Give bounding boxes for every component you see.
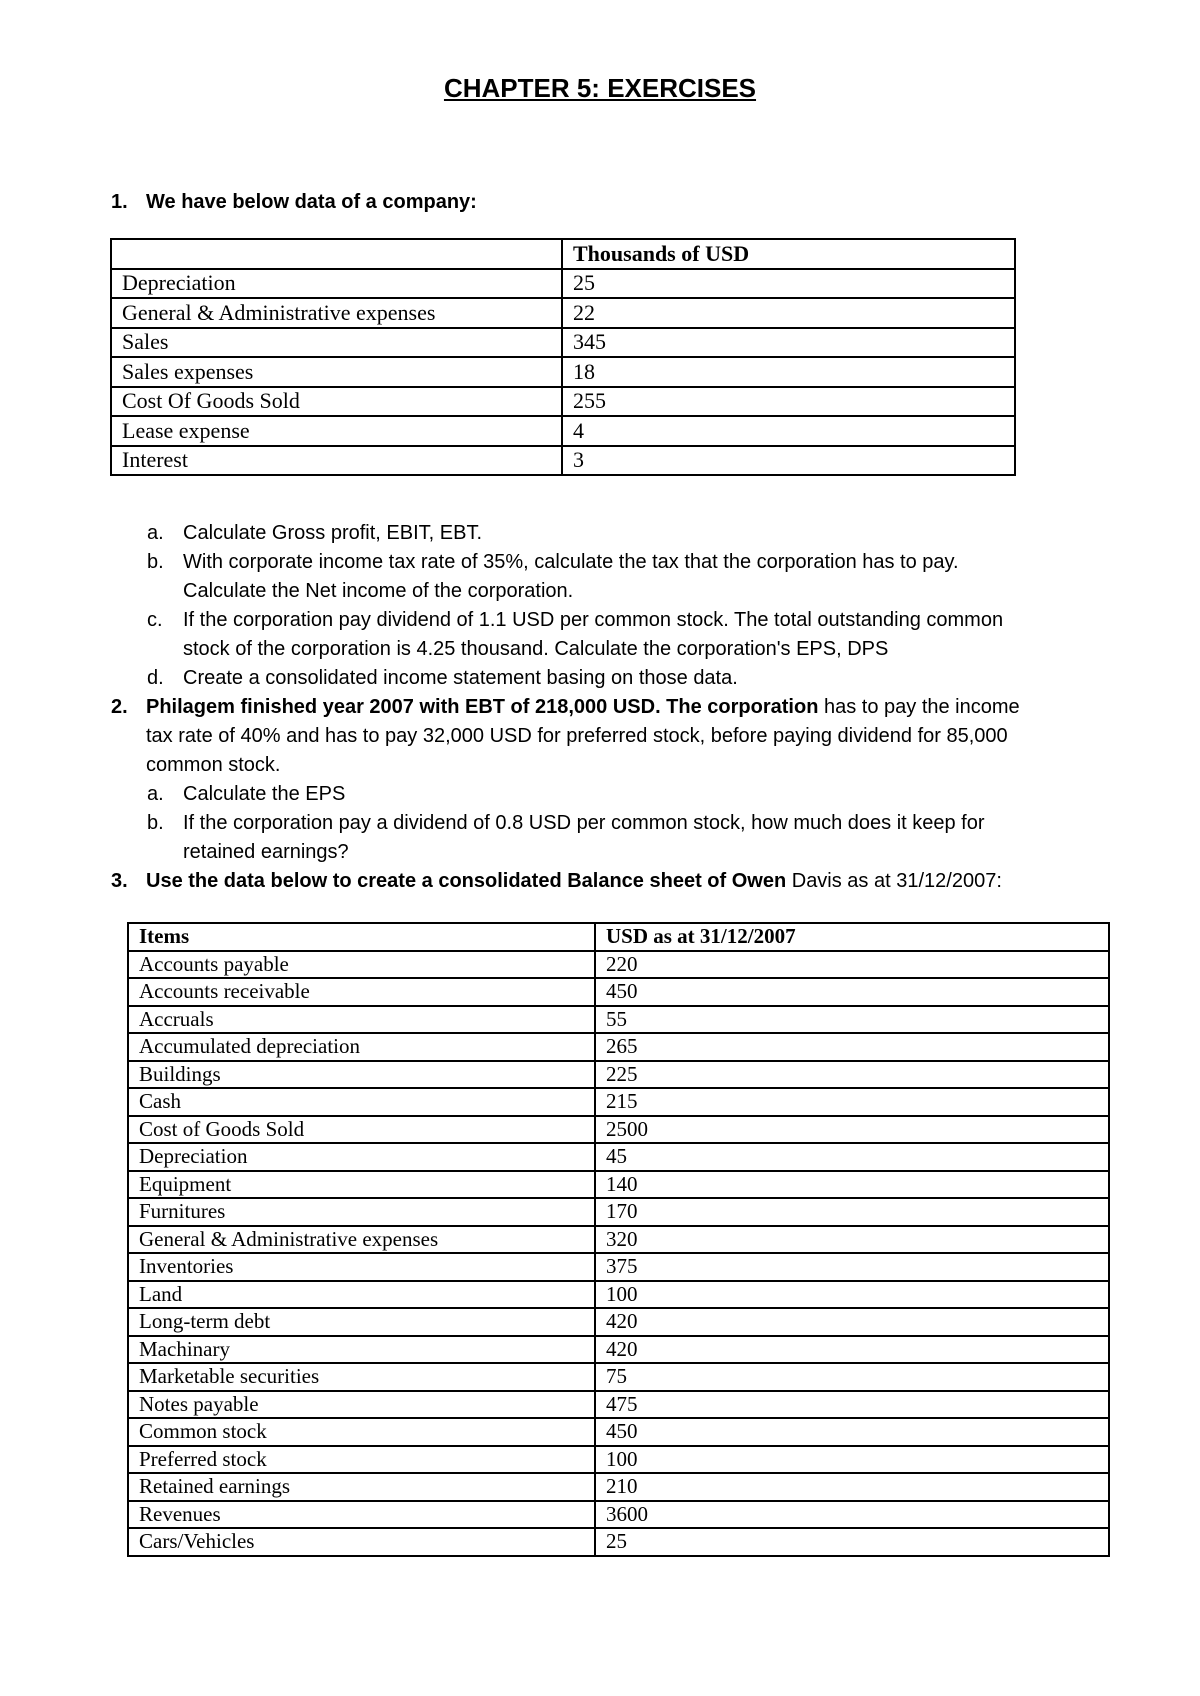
table-cell: Retained earnings [128, 1473, 595, 1501]
table-cell: Accounts payable [128, 951, 595, 979]
table-cell: 320 [595, 1226, 1109, 1254]
table-row [128, 1418, 1109, 1446]
table-row [128, 951, 1109, 979]
table-cell: 140 [595, 1171, 1109, 1199]
table-cell: 215 [595, 1088, 1109, 1116]
item-text: If the corporation pay dividend of 1.1 USD per common stock. The total outstanding common [183, 609, 1004, 631]
table-cell: 3600 [595, 1501, 1109, 1529]
table-cell: 22 [562, 298, 1015, 328]
table-row [128, 1281, 1109, 1309]
table-cell: Preferred stock [128, 1446, 595, 1474]
table-cell: 420 [595, 1308, 1109, 1336]
table-cell: Furnitures [128, 1198, 595, 1226]
table-row [128, 1501, 1109, 1529]
table-cell: 170 [595, 1198, 1109, 1226]
table-cell: Depreciation [111, 269, 562, 299]
table-header-cell: Thousands of USD [562, 239, 1015, 269]
table-cell: Sales expenses [111, 357, 562, 387]
table-cell: Notes payable [128, 1391, 595, 1419]
table-cell: Machinary [128, 1336, 595, 1364]
table-cell: 45 [595, 1143, 1109, 1171]
question-1 [111, 188, 1111, 218]
table-cell: 265 [595, 1033, 1109, 1061]
item-text: Create a consolidated income statement basing on those data. [183, 667, 738, 689]
table-cell: Accounts receivable [128, 978, 595, 1006]
company-data-table [110, 238, 1016, 476]
table-cell: Interest [111, 446, 562, 476]
table-row [128, 1143, 1109, 1171]
item-label: c. [147, 609, 163, 631]
table-cell: 100 [595, 1446, 1109, 1474]
table-row [128, 1473, 1109, 1501]
table-cell: Revenues [128, 1501, 595, 1529]
table-cell: Land [128, 1281, 595, 1309]
table-cell: Common stock [128, 1418, 595, 1446]
table-row [111, 328, 1015, 358]
question-1-number: 1. [111, 191, 128, 213]
table-cell: General & Administrative expenses [111, 298, 562, 328]
table-cell: 475 [595, 1391, 1109, 1419]
question-2-text: tax rate of 40% and has to pay 32,000 USD for preferred stock, before paying dividend for 85,000 [146, 725, 1008, 747]
table-header-row [128, 923, 1109, 951]
table-row [128, 1171, 1109, 1199]
table-row [128, 1336, 1109, 1364]
table-cell: Equipment [128, 1171, 595, 1199]
question-2-bold-text: Philagem finished year 2007 with EBT of 218,000 USD. The corporation [146, 696, 819, 718]
table-row [128, 1253, 1109, 1281]
table-cell: 345 [562, 328, 1015, 358]
table-row [128, 1226, 1109, 1254]
table-header-row [111, 239, 1015, 269]
item-label: b. [147, 812, 164, 834]
table-cell: Accumulated depreciation [128, 1033, 595, 1061]
table-header-cell: USD as at 31/12/2007 [595, 923, 1109, 951]
item-text: Calculate the Net income of the corporation. [183, 580, 574, 602]
table-cell: 375 [595, 1253, 1109, 1281]
table-cell: 100 [595, 1281, 1109, 1309]
table-row [128, 1006, 1109, 1034]
item-text: Calculate Gross profit, EBIT, EBT. [183, 522, 482, 544]
question-2-text: has to pay the income [818, 696, 1020, 718]
table-row [128, 1033, 1109, 1061]
item-label: a. [147, 783, 164, 805]
table-cell: Accruals [128, 1006, 595, 1034]
table-row [128, 1391, 1109, 1419]
table-cell: 55 [595, 1006, 1109, 1034]
item-text: retained earnings? [183, 841, 349, 863]
table-row [128, 1528, 1109, 1556]
table-cell: 255 [562, 387, 1015, 417]
table-cell: 25 [595, 1528, 1109, 1556]
item-text: Calculate the EPS [183, 783, 346, 805]
table-cell: 75 [595, 1363, 1109, 1391]
table-cell: Long-term debt [128, 1308, 595, 1336]
table-cell: 4 [562, 416, 1015, 446]
table-row [111, 357, 1015, 387]
table-cell: Sales [111, 328, 562, 358]
table-cell: Lease expense [111, 416, 562, 446]
item-label: b. [147, 551, 164, 573]
item-label: a. [147, 522, 164, 544]
table-row [128, 1308, 1109, 1336]
question-3-text-line [146, 867, 1146, 896]
table-cell: 210 [595, 1473, 1109, 1501]
table-cell: Depreciation [128, 1143, 595, 1171]
question-1-text: We have below data of a company: [146, 191, 477, 213]
question-2-number: 2. [111, 696, 128, 718]
table-row [128, 1363, 1109, 1391]
table-cell: Inventories [128, 1253, 595, 1281]
table-cell: 3 [562, 446, 1015, 476]
balance-sheet-data-table [127, 922, 1110, 1557]
question-3-bold-text: Use the data below to create a consolidated Balance sheet of Owen [146, 870, 787, 892]
table-row [111, 269, 1015, 299]
table-cell: Cars/Vehicles [128, 1528, 595, 1556]
item-text: If the corporation pay a dividend of 0.8 USD per common stock, how much does it keep for [183, 812, 985, 834]
item-label: d. [147, 667, 164, 689]
table-cell: 25 [562, 269, 1015, 299]
table-cell: 450 [595, 978, 1109, 1006]
table-row [128, 1061, 1109, 1089]
page-title: CHAPTER 5: EXERCISES [443, 73, 757, 103]
table-cell: Cost Of Goods Sold [111, 387, 562, 417]
table-header-cell [111, 239, 562, 269]
table-cell: Marketable securities [128, 1363, 595, 1391]
question-3-number: 3. [111, 870, 128, 892]
table-row [128, 1088, 1109, 1116]
table-cell: Buildings [128, 1061, 595, 1089]
table-cell: 18 [562, 357, 1015, 387]
table-header-cell: Items [128, 923, 595, 951]
table-row [111, 387, 1015, 417]
table-cell: General & Administrative expenses [128, 1226, 595, 1254]
table-cell: Cost of Goods Sold [128, 1116, 595, 1144]
table-cell: 2500 [595, 1116, 1109, 1144]
question-2-text: common stock. [146, 754, 281, 776]
table-cell: 450 [595, 1418, 1109, 1446]
table-row [128, 1446, 1109, 1474]
table-row [128, 1198, 1109, 1226]
table-row [128, 978, 1109, 1006]
table-row [111, 446, 1015, 476]
table-cell: 225 [595, 1061, 1109, 1089]
table-cell: 220 [595, 951, 1109, 979]
table-row [111, 416, 1015, 446]
table-cell: Cash [128, 1088, 595, 1116]
question-3-text: Davis as at 31/12/2007: [786, 870, 1002, 892]
table-row [128, 1116, 1109, 1144]
item-text: With corporate income tax rate of 35%, calculate the tax that the corporation has to pay. [183, 551, 959, 573]
item-text: stock of the corporation is 4.25 thousand. Calculate the corporation's EPS, DPS [183, 638, 889, 660]
table-cell: 420 [595, 1336, 1109, 1364]
table-row [111, 298, 1015, 328]
question-2-line-1 [146, 693, 1146, 722]
